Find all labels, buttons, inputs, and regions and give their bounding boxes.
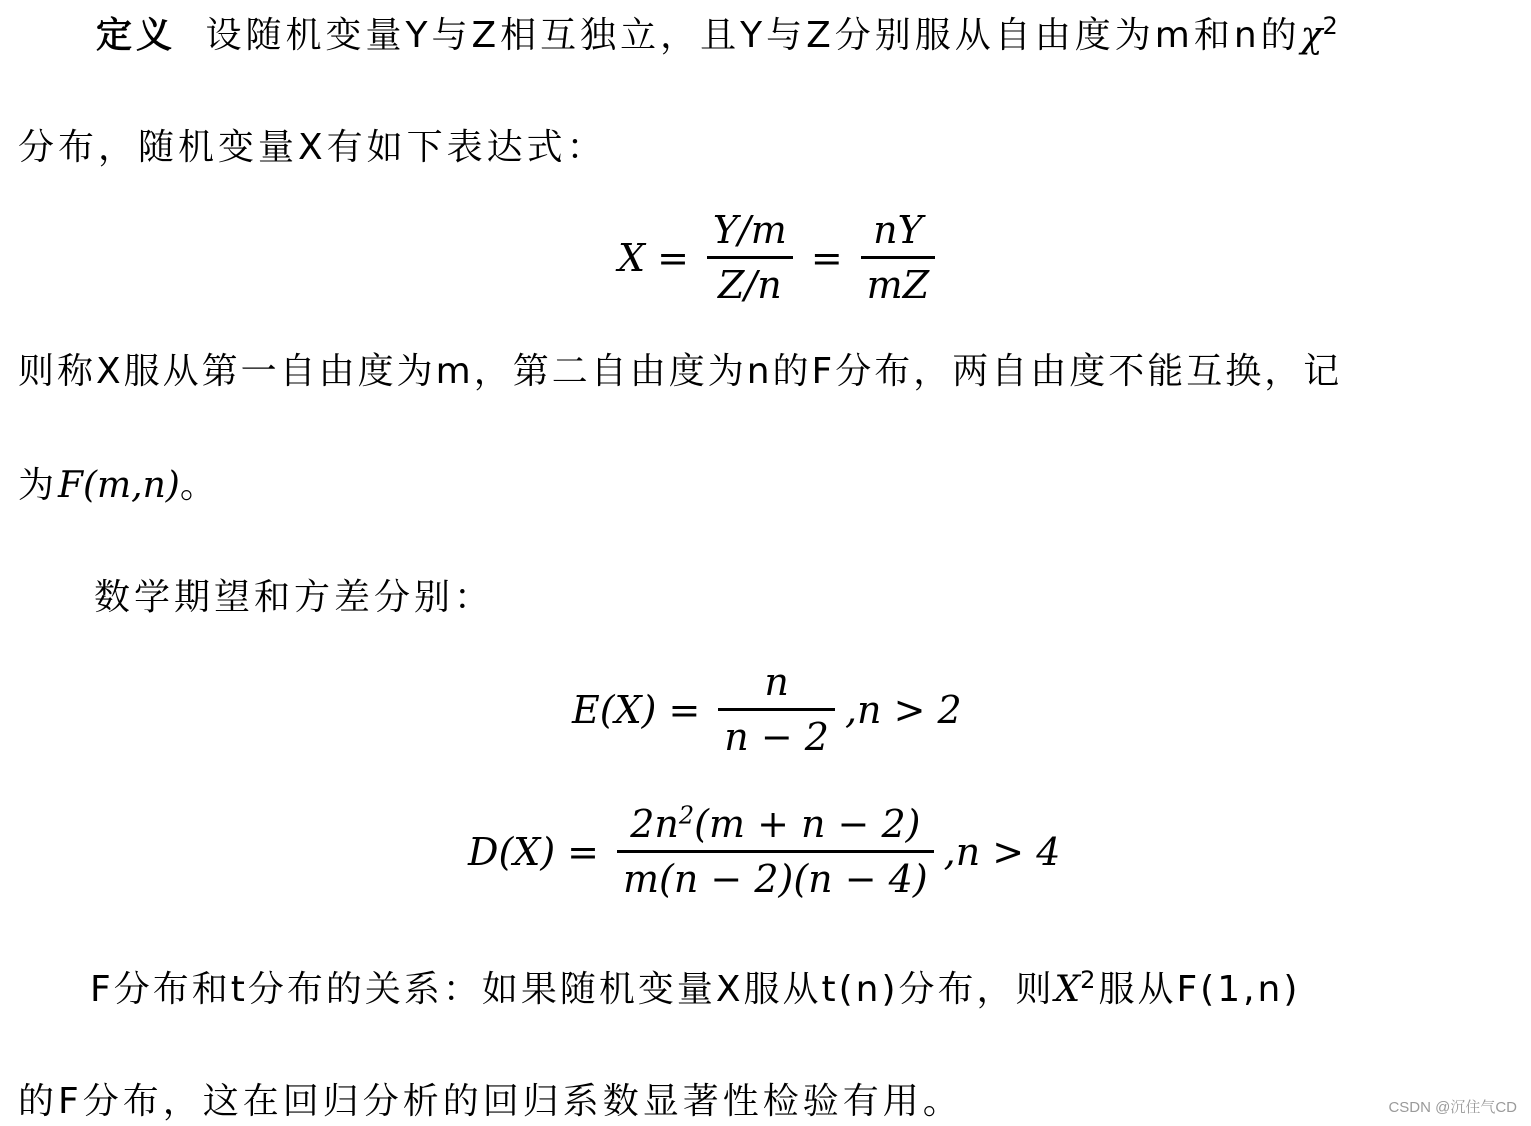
- expectation-formula: [572, 656, 962, 763]
- fraction-ym-zn: [707, 204, 793, 311]
- relation-line-2: 的F分布，这在回归分析的回归系数显著性检验有用。: [18, 1081, 963, 1122]
- chi-symbol: χ: [1300, 15, 1323, 56]
- definition-line-3: 则称X服从第一自由度为m，第二自由度为n的F分布，两自由度不能互换，记: [18, 351, 1343, 392]
- notation-suffix: 。: [179, 465, 220, 506]
- expectation-fraction: [718, 656, 835, 763]
- definition-label: 定义: [96, 15, 177, 56]
- numerator-prefix: 2n: [630, 802, 679, 846]
- csdn-watermark: CSDN @沉住气CD: [1388, 1099, 1517, 1116]
- fraction-numerator: nY: [873, 208, 923, 252]
- x-superscript: 2: [1080, 966, 1099, 994]
- fraction-ny-mz: [861, 204, 935, 311]
- relation-suffix: 服从F(1,n): [1098, 969, 1301, 1010]
- formula-equals-2: =: [810, 235, 843, 280]
- relation-prefix: F分布和t分布的关系：如果随机变量X服从t(n)分布，则: [90, 969, 1055, 1010]
- variance-formula: [468, 798, 1060, 905]
- notation-prefix: 为: [18, 465, 59, 506]
- expectation-lhs: E(X): [572, 687, 657, 732]
- formula-lhs: X: [618, 235, 646, 280]
- definition-line-4: [18, 462, 220, 510]
- fraction-numerator: [624, 798, 926, 850]
- fraction-numerator: Y/m: [712, 208, 787, 252]
- variance-condition: ,n > 4: [943, 829, 1061, 874]
- expectation-condition: ,n > 2: [844, 687, 962, 732]
- fraction-numerator: n: [764, 660, 789, 704]
- moments-intro: 数学期望和方差分别：: [94, 577, 495, 618]
- x-symbol: X: [1054, 969, 1081, 1010]
- variance-equals: =: [567, 829, 600, 874]
- numerator-superscript: 2: [678, 801, 695, 830]
- definition-text-1: 设随机变量Y与Z相互独立，且Y与Z分别服从自由度为m和n的: [205, 15, 1301, 56]
- fraction-denominator: Z/n: [718, 263, 782, 307]
- notation-f-mn: F(m,n): [58, 465, 180, 506]
- fraction-denominator: n − 2: [724, 715, 829, 759]
- fraction-denominator: m(n − 2)(n − 4): [623, 857, 928, 901]
- variance-lhs: D(X): [468, 829, 556, 874]
- expectation-equals: =: [668, 687, 701, 732]
- formula-equals-1: =: [657, 235, 689, 280]
- definition-line-1: [96, 12, 1342, 60]
- f-definition-formula: [618, 204, 941, 311]
- chi-superscript: 2: [1322, 12, 1342, 40]
- variance-fraction: [617, 798, 934, 905]
- numerator-rest: (m + n − 2): [694, 802, 921, 846]
- definition-line-2: 分布，随机变量X有如下表达式：: [18, 127, 607, 168]
- relation-line-1: [90, 966, 1300, 1014]
- fraction-denominator: mZ: [866, 263, 930, 307]
